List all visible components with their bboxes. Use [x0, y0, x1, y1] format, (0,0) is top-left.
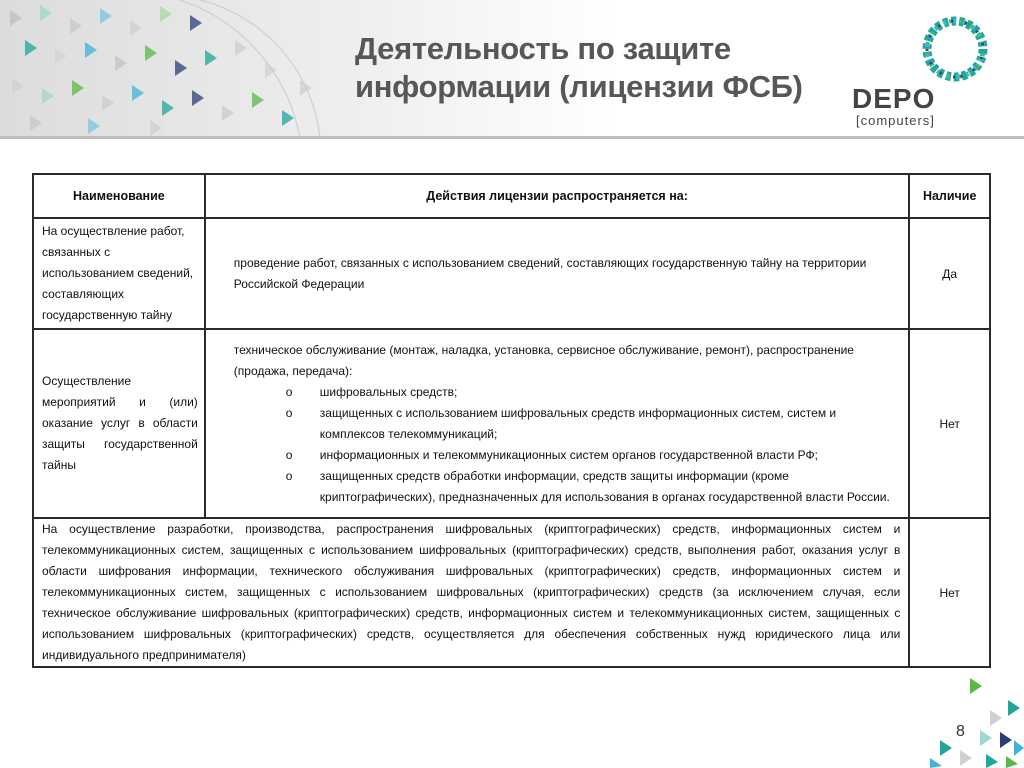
row-2-item-list: [234, 382, 895, 508]
row-3-availability: Нет: [909, 518, 990, 667]
row-2-description: техническое обслуживание (монтаж, наладка, установка, сервисное обслуживание, ремонт), распространение (продажа, передача):: [233, 342, 854, 378]
depo-logo: [852, 84, 1002, 128]
circle-bullet-icon: o: [285, 384, 293, 399]
row-1-name: На осуществление работ, связанных с использованием сведений, составляющих государственную тайну: [33, 218, 205, 329]
slide-title: [355, 30, 835, 106]
list-item: [285, 403, 895, 445]
list-item-text: шифровальных средств;: [319, 384, 458, 399]
depo-ring-logo-icon: [918, 12, 992, 86]
header-availability: Наличие: [909, 174, 990, 218]
header-actions: Действия лицензии распространяется на:: [205, 174, 910, 218]
list-item-text: информационных и телекоммуникационных систем органов государственной власти РФ;: [319, 447, 818, 462]
row-1-description: проведение работ, связанных с использованием сведений, составляющих государственную тайну на территории Российской Федерации: [205, 218, 910, 329]
circle-bullet-icon: o: [285, 447, 293, 462]
list-item: [285, 466, 895, 508]
row-2-description-cell: [205, 329, 910, 518]
license-table: [32, 173, 991, 668]
circle-bullet-icon: o: [285, 468, 293, 483]
list-item: [285, 445, 895, 466]
slide-title-line-1: Деятельность по защите: [355, 31, 731, 66]
row-1-availability: Да: [909, 218, 990, 329]
list-item-text: защищенных с использованием шифровальных средств информационных систем, систем и комплексов телекоммуникаций;: [319, 405, 837, 441]
circle-bullet-icon: o: [285, 405, 293, 420]
slide-title-line-2: информации (лицензии ФСБ): [355, 69, 803, 104]
row-2-name: Осуществление мероприятий и (или) оказание услуг в области защиты государственной тайны: [33, 329, 205, 518]
decorative-triangle-pattern: [0, 0, 340, 138]
list-item: [285, 382, 895, 403]
header-name: Наименование: [33, 174, 205, 218]
table-header-row: [33, 174, 990, 218]
logo-subtitle: [computers]: [856, 113, 935, 128]
header-divider: [0, 136, 1024, 139]
table-row: [33, 518, 990, 667]
row-3-text: На осуществление разработки, производства, распространения шифровальных (криптографических) средств, информационных систем и телекоммуникационных систем, защищенных с использованием шифровальных (криптографических) средств, выполнения работ, оказания услуг в области шифрования информации, технического обслуживания шифровальных (криптографических) средств, информационных систем и телекоммуникационных систем, защищенных с использованием шифровальных (криптографических) средств (за исключением случая, если техническое обслуживание шифровальных (криптографических) средств, информационных систем и телекоммуникационных систем, защищенных с использованием шифровальных (криптографических) средств, осуществляется для обеспечения собственных нужд юридического лица или индивидуального предпринимателя): [33, 518, 909, 667]
logo-name: DEPO: [852, 83, 936, 114]
decorative-corner-pattern: [920, 670, 1024, 768]
list-item-text: защищенных средств обработки информации, средств защиты информации (кроме криптографических), предназначенных для использования в органах государственной власти России.: [319, 468, 890, 504]
page-number: 8: [956, 723, 965, 740]
table-row: [33, 329, 990, 518]
table-row: [33, 218, 990, 329]
row-2-availability: Нет: [909, 329, 990, 518]
